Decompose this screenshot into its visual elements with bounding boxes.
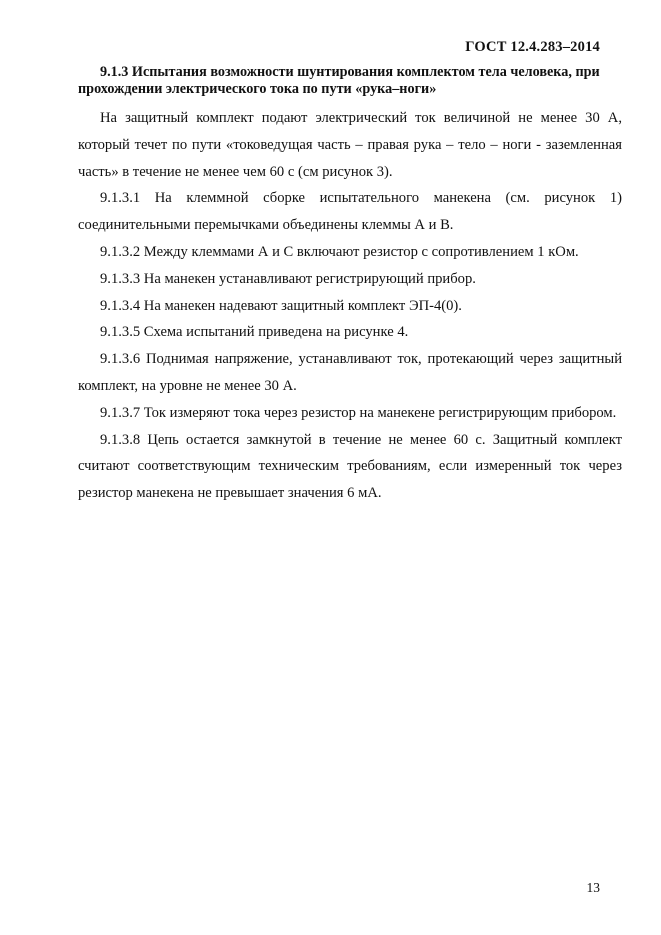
paragraph-9-1-3-1: 9.1.3.1 На клеммной сборке испытательного манекена (см. рисунок 1) соединительными перемычками объединены клеммы А и В.: [78, 190, 622, 234]
document-code-header: ГОСТ 12.4.283–2014: [465, 39, 600, 55]
section-heading: 9.1.3 Испытания возможности шунтирования комплектом тела человека, при прохождении электрического тока по пути «рука–ноги»: [78, 64, 600, 97]
page-number: 13: [586, 880, 600, 895]
paragraph-9-1-3-4: 9.1.3.4 На манекен надевают защитный комплект ЭП-4(0).: [100, 297, 462, 314]
paragraph-9-1-3-7: 9.1.3.7 Ток измеряют тока через резистор на манекене регистрирующим прибором.: [100, 404, 617, 421]
paragraph-9-1-3-3: 9.1.3.3 На манекен устанавливают регистрирующий прибор.: [100, 270, 476, 287]
paragraph-9-1-3-6: 9.1.3.6 Поднимая напряжение, устанавливают ток, протекающий через защитный комплект, на уровне не менее 30 А.: [78, 351, 622, 394]
paragraph-9-1-3-5: 9.1.3.5 Схема испытаний приведена на рисунке 4.: [100, 324, 409, 341]
paragraph-9-1-3-2: 9.1.3.2 Между клеммами А и С включают резистор с сопротивлением 1 кОм.: [100, 243, 579, 260]
section-body: [78, 105, 622, 507]
paragraph-9-1-3-8: 9.1.3.8 Цепь остается замкнутой в течение не менее 60 с. Защитный комплект считают соответствующим техническим требованиям, если измеренный ток через резистор манекена не превышает значения 6 мА.: [78, 431, 622, 502]
paragraph-intro: На защитный комплект подают электрический ток величиной не менее 30 А, который течет по пути «токоведущая часть – правая рука – тело – ноги - заземленная часть» в течение не менее чем 60 с (см рисунок 3).: [78, 110, 622, 180]
